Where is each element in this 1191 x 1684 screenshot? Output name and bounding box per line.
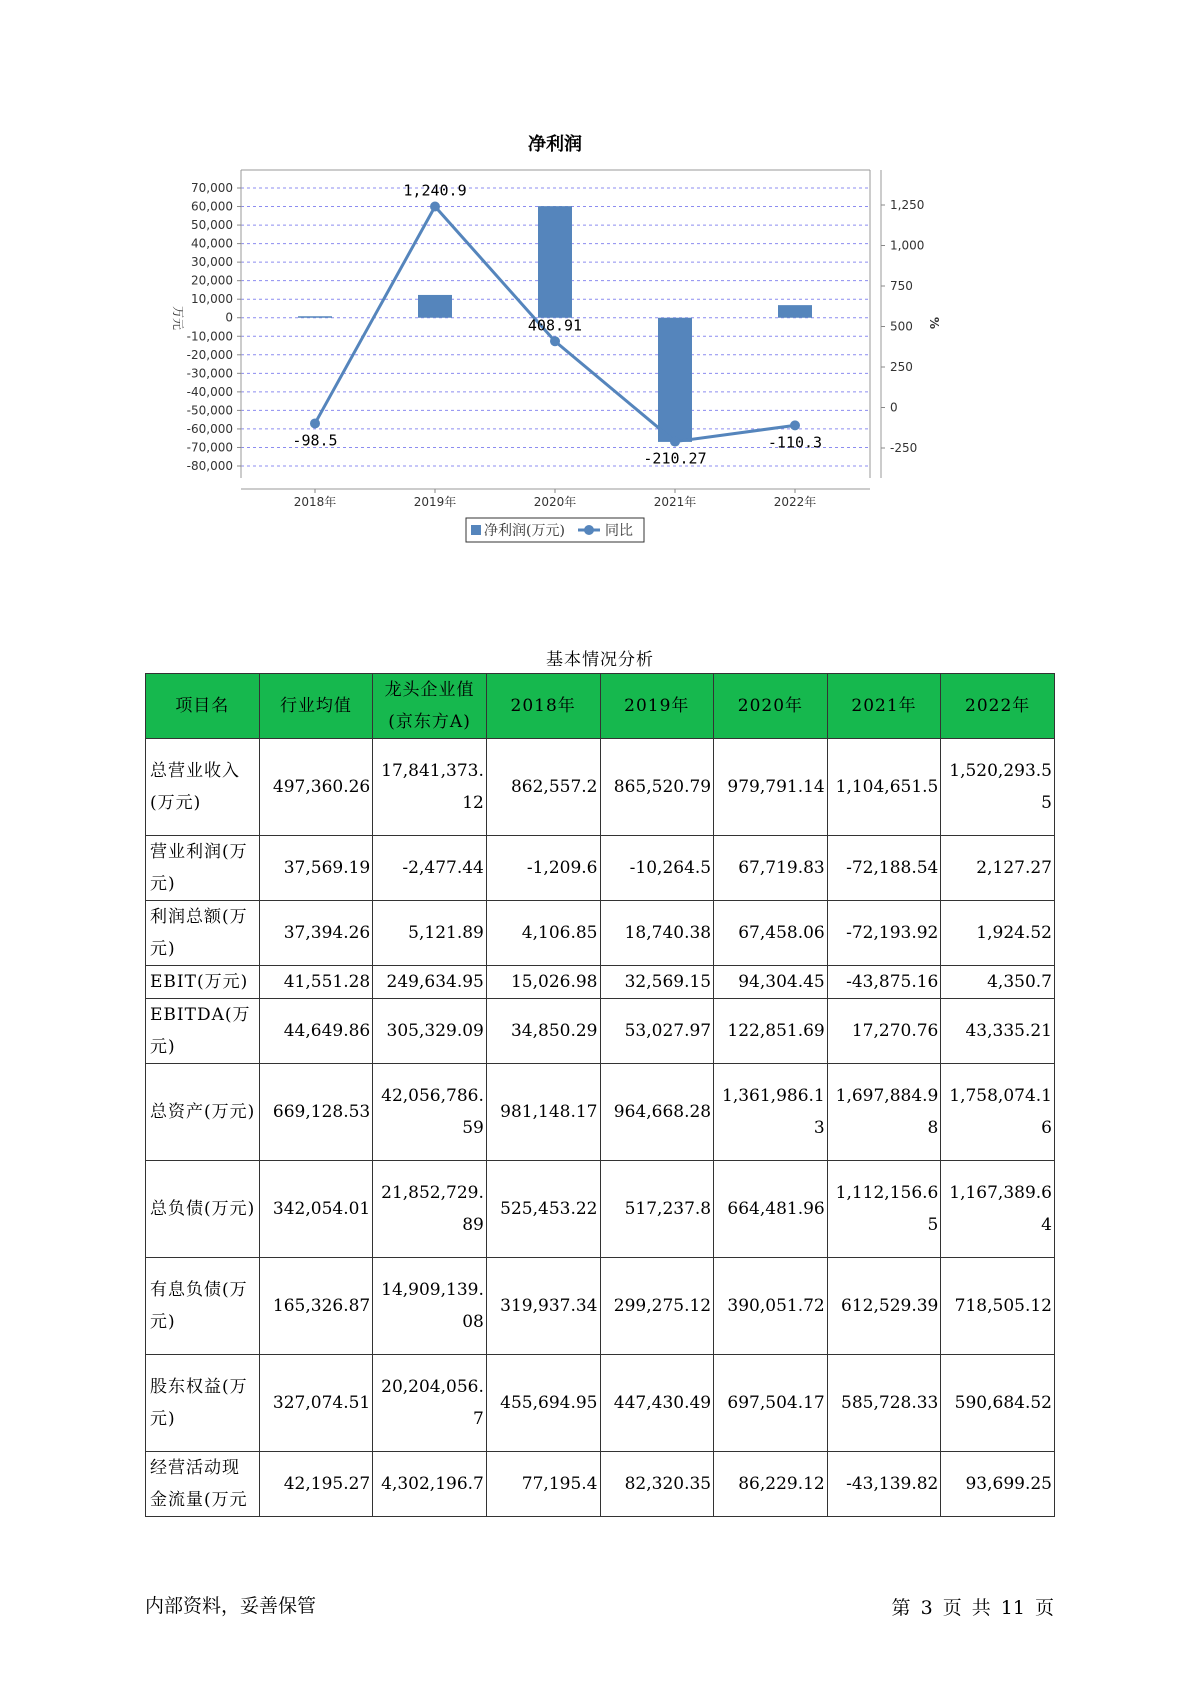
y-tick-label: -30,000 (186, 366, 233, 381)
x-tick-label: 2021年 (653, 495, 697, 509)
row-label-cell: 有息负债(万元) (146, 1258, 260, 1355)
value-cell: 86,229.12 (714, 1452, 828, 1517)
chart-legend (466, 518, 644, 542)
basic-analysis-table (145, 673, 1055, 1517)
value-cell: 20,204,056.7 (373, 1355, 487, 1452)
row-label-cell: 利润总额(万元) (146, 901, 260, 966)
row-label-cell: 总负债(万元) (146, 1161, 260, 1258)
row-label-cell: 经营活动现金流量(万元 (146, 1452, 260, 1517)
value-cell: -43,875.16 (827, 966, 941, 999)
value-cell: 342,054.01 (259, 1161, 373, 1258)
yoy-data-label: 408.91 (527, 316, 583, 335)
bar (658, 318, 692, 442)
value-cell: 44,649.86 (259, 999, 373, 1064)
chart-title: 净利润 (528, 134, 582, 155)
value-cell: 249,634.95 (373, 966, 487, 999)
y-tick-label: 10,000 (191, 292, 233, 307)
y2-tick-label: 500 (890, 319, 913, 334)
header-cell: 行业均值 (259, 674, 373, 739)
value-cell: 525,453.22 (486, 1161, 600, 1258)
value-cell: 42,195.27 (259, 1452, 373, 1517)
table-row (146, 836, 1055, 901)
table-row (146, 739, 1055, 836)
value-cell: 4,350.7 (941, 966, 1055, 999)
value-cell: 669,128.53 (259, 1064, 373, 1161)
table-caption: 基本情况分析 (546, 650, 654, 670)
value-cell: 82,320.35 (600, 1452, 714, 1517)
y2-tick-label: 0 (890, 400, 898, 415)
value-cell: 697,504.17 (714, 1355, 828, 1452)
value-cell: 165,326.87 (259, 1258, 373, 1355)
value-cell: -1,209.6 (486, 836, 600, 901)
value-cell: 1,167,389.64 (941, 1161, 1055, 1258)
value-cell: 447,430.49 (600, 1355, 714, 1452)
table-row (146, 901, 1055, 966)
value-cell: 455,694.95 (486, 1355, 600, 1452)
value-cell: 4,106.85 (486, 901, 600, 966)
legend-line-marker (584, 525, 594, 535)
header-cell: 龙头企业值(京东方A) (373, 674, 487, 739)
table-row (146, 966, 1055, 999)
value-cell: 37,569.19 (259, 836, 373, 901)
x-tick-label: 2019年 (413, 495, 457, 509)
value-cell: -72,193.92 (827, 901, 941, 966)
value-cell: 612,529.39 (827, 1258, 941, 1355)
value-cell: 1,112,156.65 (827, 1161, 941, 1258)
value-cell: 664,481.96 (714, 1161, 828, 1258)
value-cell: 319,937.34 (486, 1258, 600, 1355)
row-label-cell: 总营业收入(万元) (146, 739, 260, 836)
value-cell: 2,127.27 (941, 836, 1055, 901)
value-cell: 497,360.26 (259, 739, 373, 836)
y-tick-label: -50,000 (186, 403, 233, 418)
table-row (146, 1258, 1055, 1355)
value-cell: 4,302,196.7 (373, 1452, 487, 1517)
value-cell: 718,505.12 (941, 1258, 1055, 1355)
value-cell: -43,139.82 (827, 1452, 941, 1517)
header-cell: 2022年 (941, 674, 1055, 739)
value-cell: 42,056,786.59 (373, 1064, 487, 1161)
bar (778, 305, 812, 318)
value-cell: 37,394.26 (259, 901, 373, 966)
value-cell: 15,026.98 (486, 966, 600, 999)
value-cell: 21,852,729.89 (373, 1161, 487, 1258)
yoy-data-label: -98.5 (292, 431, 338, 450)
y-tick-label: 70,000 (191, 181, 233, 195)
table-row (146, 1452, 1055, 1517)
row-label-cell: EBIT(万元) (146, 966, 260, 999)
value-cell: 305,329.09 (373, 999, 487, 1064)
yoy-data-label: 1,240.9 (403, 181, 467, 200)
value-cell: 981,148.17 (486, 1064, 600, 1161)
value-cell: 32,569.15 (600, 966, 714, 999)
value-cell: 390,051.72 (714, 1258, 828, 1355)
value-cell: 53,027.97 (600, 999, 714, 1064)
value-cell: 590,684.52 (941, 1355, 1055, 1452)
value-cell: 77,195.4 (486, 1452, 600, 1517)
row-label-cell: 总资产(万元) (146, 1064, 260, 1161)
y-tick-label: 60,000 (191, 199, 233, 214)
value-cell: 327,074.51 (259, 1355, 373, 1452)
y-tick-label: -10,000 (186, 329, 233, 344)
value-cell: 34,850.29 (486, 999, 600, 1064)
value-cell: 964,668.28 (600, 1064, 714, 1161)
value-cell: 865,520.79 (600, 739, 714, 836)
value-cell: 1,697,884.98 (827, 1064, 941, 1161)
y-tick-label: -60,000 (186, 421, 233, 436)
legend-bar-swatch (471, 525, 481, 535)
yoy-data-label: -110.3 (767, 433, 823, 452)
y2-tick-label: -250 (890, 441, 918, 455)
bar (418, 295, 452, 318)
y2-tick-label: 1,250 (890, 198, 925, 212)
value-cell: 517,237.8 (600, 1161, 714, 1258)
y2-tick-label: 750 (890, 279, 913, 293)
header-cell: 2021年 (827, 674, 941, 739)
table-row (146, 999, 1055, 1064)
y2-axis-label: % (927, 316, 941, 330)
value-cell: 17,270.76 (827, 999, 941, 1064)
legend-line-label: 同比 (605, 523, 633, 539)
yoy-point (430, 201, 440, 211)
yoy-point (670, 437, 680, 447)
value-cell: 18,740.38 (600, 901, 714, 966)
value-cell: 93,699.25 (941, 1452, 1055, 1517)
y-tick-label: -40,000 (186, 384, 233, 399)
yoy-point (550, 336, 560, 346)
yoy-point (310, 418, 320, 428)
x-tick-label: 2022年 (773, 495, 817, 509)
y-axis-label: 万元 (171, 305, 185, 331)
y-tick-label: -20,000 (186, 347, 233, 362)
value-cell: 67,458.06 (714, 901, 828, 966)
value-cell: 585,728.33 (827, 1355, 941, 1452)
table-row (146, 1161, 1055, 1258)
y-tick-label: -70,000 (186, 440, 233, 455)
x-tick-label: 2020年 (533, 495, 577, 509)
bar (298, 316, 332, 318)
table-row (146, 1064, 1055, 1161)
row-label-cell: 营业利润(万元) (146, 836, 260, 901)
y-tick-label: 0 (225, 310, 233, 325)
row-label-cell: EBITDA(万元) (146, 999, 260, 1064)
value-cell: 17,841,373.12 (373, 739, 487, 836)
value-cell: -2,477.44 (373, 836, 487, 901)
header-cell: 2019年 (600, 674, 714, 739)
value-cell: 41,551.28 (259, 966, 373, 999)
y2-tick-label: 1,000 (890, 238, 925, 253)
header-cell: 2020年 (714, 674, 828, 739)
y-tick-label: 40,000 (191, 236, 233, 251)
value-cell: 67,719.83 (714, 836, 828, 901)
value-cell: 1,104,651.5 (827, 739, 941, 836)
value-cell: 14,909,139.08 (373, 1258, 487, 1355)
y-tick-label: 20,000 (191, 273, 233, 288)
y-tick-label: 30,000 (191, 255, 233, 270)
net-profit-chart (150, 130, 1050, 600)
value-cell: -10,264.5 (600, 836, 714, 901)
value-cell: 862,557.2 (486, 739, 600, 836)
row-label-cell: 股东权益(万元) (146, 1355, 260, 1452)
x-tick-label: 2018年 (293, 495, 337, 509)
legend-bar-label: 净利润(万元) (484, 523, 565, 539)
yoy-point (790, 420, 800, 430)
y-tick-label: 50,000 (191, 218, 233, 233)
header-cell: 2018年 (486, 674, 600, 739)
value-cell: 1,924.52 (941, 901, 1055, 966)
value-cell: 5,121.89 (373, 901, 487, 966)
y2-tick-label: 250 (890, 360, 913, 374)
header-cell: 项目名 (146, 674, 260, 739)
value-cell: 1,758,074.16 (941, 1064, 1055, 1161)
value-cell: 1,520,293.55 (941, 739, 1055, 836)
bar (538, 206, 572, 318)
value-cell: 43,335.21 (941, 999, 1055, 1064)
value-cell: 299,275.12 (600, 1258, 714, 1355)
footer-confidential-note: 内部资料，妥善保管 (145, 1595, 317, 1617)
value-cell: -72,188.54 (827, 836, 941, 901)
y-tick-label: -80,000 (186, 459, 233, 473)
value-cell: 94,304.45 (714, 966, 828, 999)
value-cell: 1,361,986.13 (714, 1064, 828, 1161)
footer-page-number: 第 3 页 共 11 页 (891, 1597, 1054, 1619)
value-cell: 122,851.69 (714, 999, 828, 1064)
yoy-data-label: -210.27 (643, 449, 707, 468)
table-row (146, 1355, 1055, 1452)
table-header-row (146, 674, 1055, 739)
value-cell: 979,791.14 (714, 739, 828, 836)
